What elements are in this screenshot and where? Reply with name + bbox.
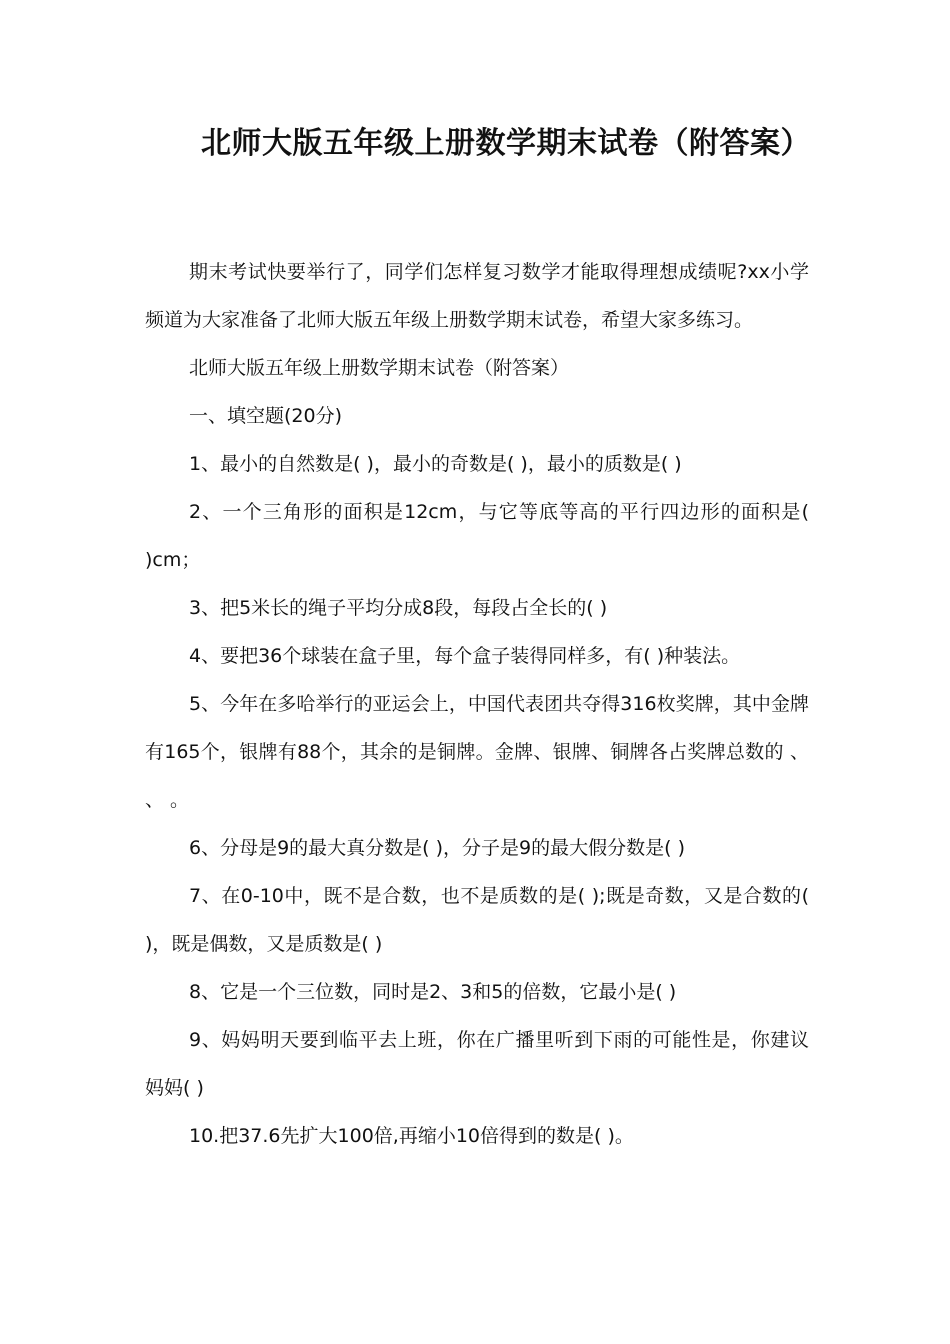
subtitle-paragraph: 北师大版五年级上册数学期末试卷（附答案）: [189, 357, 570, 379]
question-3: 3、把5米长的绳子平均分成8段，每段占全长的( ): [189, 597, 608, 619]
question-6: 6、分母是9的最大真分数是( )，分子是9的最大假分数是( ): [189, 837, 685, 859]
intro-paragraph: 期末考试快要举行了，同学们怎样复习数学才能取得理想成绩呢?xx小学频道为大家准备了北师大版五年级上册数学期末试卷，希望大家多练习。: [145, 261, 809, 331]
question-9: 9、妈妈明天要到临平去上班，你在广播里听到下雨的可能性是，你建议妈妈( ): [145, 1029, 809, 1099]
document-body: [145, 248, 809, 1160]
question-7: 7、在0-10中，既不是合数，也不是质数的是( );既是奇数，又是合数的( )，既是偶数，又是质数是( ): [145, 885, 809, 955]
question-10: 10.把37.6先扩大100倍,再缩小10倍得到的数是( )。: [189, 1125, 634, 1147]
question-1: 1、最小的自然数是( )，最小的奇数是( )，最小的质数是( ): [189, 453, 682, 475]
section-heading: 一、填空题(20分): [189, 405, 343, 427]
question-8: 8、它是一个三位数，同时是2、3和5的倍数，它最小是( ): [189, 981, 677, 1003]
question-2: 2、一个三角形的面积是12cm，与它等底等高的平行四边形的面积是( )cm；: [145, 501, 809, 571]
question-5: 5、今年在多哈举行的亚运会上，中国代表团共夺得316枚奖牌，其中金牌有165个，银牌有88个，其余的是铜牌。金牌、银牌、铜牌各占奖牌总数的 、 、 。: [145, 693, 809, 811]
question-4: 4、要把36个球装在盒子里，每个盒子装得同样多，有( )种装法。: [189, 645, 741, 667]
document-title: 北师大版五年级上册数学期末试卷（附答案）: [201, 126, 811, 161]
